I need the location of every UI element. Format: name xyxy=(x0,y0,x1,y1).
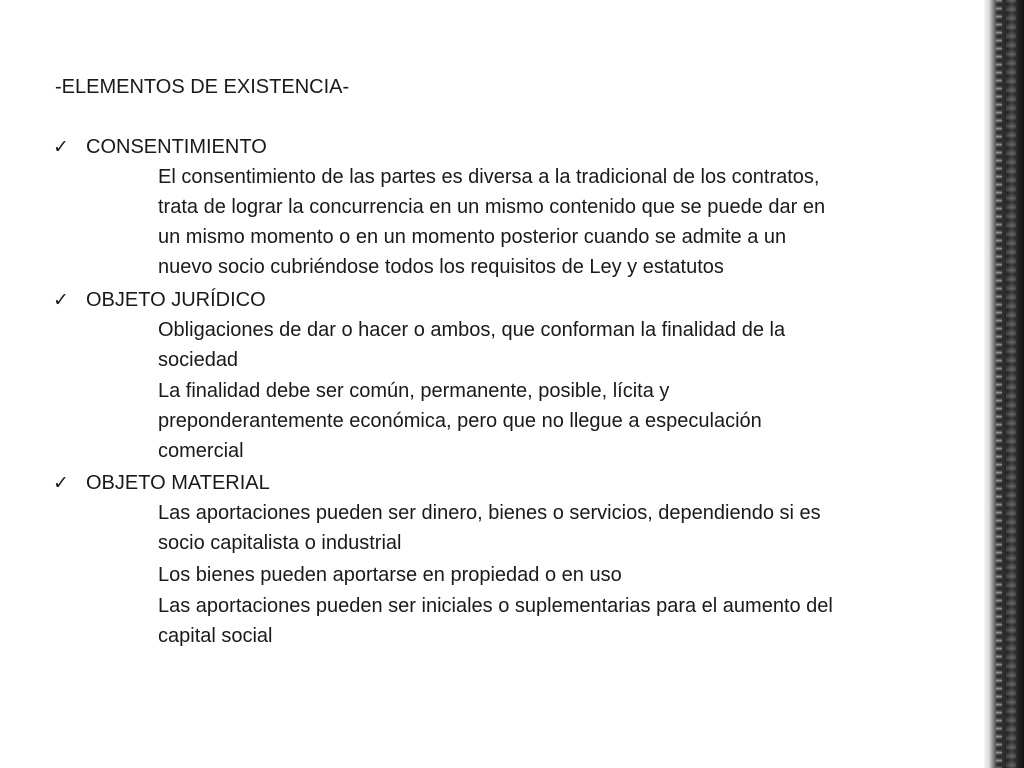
paragraph-aportaciones-iniciales xyxy=(158,591,958,651)
text-line: comercial xyxy=(158,440,244,462)
text-line: Las aportaciones pueden ser iniciales o suplementarias para el aumento del xyxy=(158,595,833,617)
bullet-consentimiento xyxy=(53,132,267,163)
text-line: trata de lograr la concurrencia en un mismo contenido que se puede dar en xyxy=(158,196,826,218)
paragraph-obligaciones xyxy=(158,315,958,375)
bullet-title: OBJETO MATERIAL xyxy=(86,472,270,494)
paragraph-bienes xyxy=(158,560,958,590)
decorative-film-border xyxy=(984,0,1024,768)
text-line: La finalidad debe ser común, permanente, posible, lícita y xyxy=(158,380,670,402)
paragraph-finalidad xyxy=(158,376,958,466)
checkmark-icon: ✓ xyxy=(53,137,69,158)
paragraph-consentimiento xyxy=(158,162,958,282)
bullet-title: OBJETO JURÍDICO xyxy=(86,289,266,311)
text-line: nuevo socio cubriéndose todos los requisitos de Ley y estatutos xyxy=(158,256,724,278)
paragraph-aportaciones xyxy=(158,498,958,558)
text-line: sociedad xyxy=(158,349,239,371)
text-line: socio capitalista o industrial xyxy=(158,532,402,554)
bullet-title: CONSENTIMIENTO xyxy=(86,136,267,158)
text-line: preponderantemente económica, pero que no llegue a especulación xyxy=(158,410,762,432)
bullet-objeto-material xyxy=(53,468,270,499)
bullet-objeto-juridico xyxy=(53,285,266,316)
text-line: un mismo momento o en un momento posterior cuando se admite a un xyxy=(158,226,787,248)
checkmark-icon: ✓ xyxy=(53,290,69,311)
checkmark-icon: ✓ xyxy=(53,473,69,494)
text-line: Los bienes pueden aportarse en propiedad o en uso xyxy=(158,564,622,586)
text-line: capital social xyxy=(158,625,273,647)
text-line: Las aportaciones pueden ser dinero, bienes o servicios, dependiendo si es xyxy=(158,502,821,524)
text-line: El consentimiento de las partes es diversa a la tradicional de los contratos, xyxy=(158,166,820,188)
slide-heading: -ELEMENTOS DE EXISTENCIA- xyxy=(55,76,350,98)
text-line: Obligaciones de dar o hacer o ambos, que conforman la finalidad de la xyxy=(158,319,786,341)
